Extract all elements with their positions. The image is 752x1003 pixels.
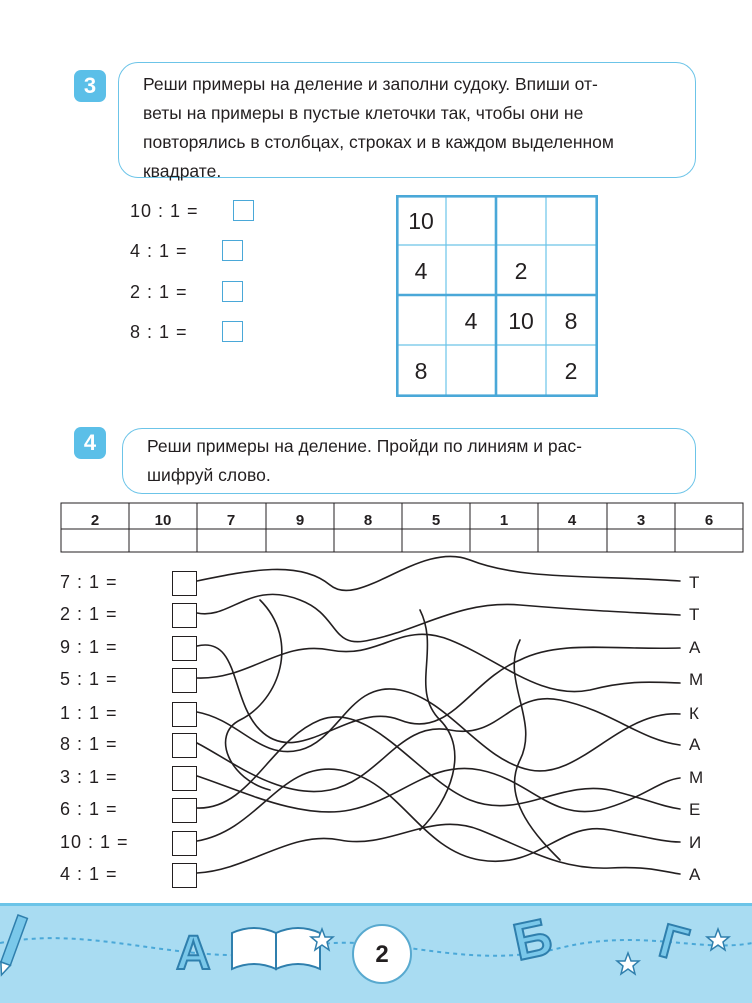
maze-line (197, 594, 680, 641)
task-4-equation: 6 : 1 = (60, 799, 118, 819)
task-3-equation: 2 : 1 = (130, 282, 188, 302)
sudoku-cell-given: 10 (508, 308, 534, 334)
task-4-line: шифруй слово. (147, 465, 271, 485)
task-4-number: 4 (74, 427, 106, 459)
code-number: 4 (567, 512, 577, 529)
task-4-equation: 7 : 1 = (60, 572, 118, 592)
maze-line (197, 824, 680, 874)
maze-line (197, 556, 680, 590)
code-number: 6 (704, 512, 714, 529)
maze-line (197, 689, 680, 771)
task-4-equation: 3 : 1 = (60, 767, 118, 787)
task-4-line: Реши примеры на деление. Пройди по линиям и рас- (147, 436, 582, 456)
task-3-line: квадрате. (143, 161, 222, 181)
maze-letter: А (689, 735, 701, 754)
maze-letter: К (689, 704, 699, 723)
code-number: 2 (90, 512, 100, 529)
task-4-answer-box[interactable] (172, 571, 197, 596)
book-icon (232, 928, 320, 969)
task-3-line: повторялись в столбцах, строках и в каждом выделенном (143, 132, 614, 152)
task-4-equation: 1 : 1 = (60, 703, 118, 723)
code-number: 7 (226, 512, 236, 529)
maze-line (197, 717, 680, 809)
task-3-line: веты на примеры в пустые клеточки так, чтобы они не (143, 103, 584, 123)
maze-letter: Е (689, 800, 701, 819)
maze-letter: А (689, 865, 701, 884)
task-4-equation: 2 : 1 = (60, 604, 118, 624)
task-3-line: Реши примеры на деление и заполни судоку. Впиши от- (143, 74, 598, 94)
maze-letter: А (689, 638, 701, 657)
code-number: 3 (636, 512, 646, 529)
task-3-equation: 4 : 1 = (130, 241, 188, 261)
task-4-equation: 10 : 1 = (60, 832, 129, 852)
star-icon (617, 953, 639, 974)
maze-letter: Т (689, 605, 700, 624)
maze-letter: И (689, 833, 702, 852)
task-3-equation: 8 : 1 = (130, 322, 188, 342)
task-4-answer-box[interactable] (172, 702, 197, 727)
task-4-answer-box[interactable] (172, 831, 197, 856)
task-4-equation: 8 : 1 = (60, 734, 118, 754)
code-number: 10 (154, 512, 172, 529)
footer-letter: Г (653, 914, 694, 973)
sudoku-cell-given: 2 (514, 258, 528, 284)
task-4-answer-box[interactable] (172, 798, 197, 823)
maze-line (197, 699, 680, 792)
maze-letter: Т (689, 573, 700, 592)
task-4-answer-box[interactable] (172, 636, 197, 661)
task-4-answer-box[interactable] (172, 863, 197, 888)
footer-letter: А (176, 927, 211, 980)
pencil-icon (0, 915, 27, 977)
task-4-equation: 9 : 1 = (60, 637, 118, 657)
maze-line (197, 634, 680, 691)
sudoku-cell-given: 2 (564, 358, 578, 384)
star-icon (707, 929, 729, 950)
sudoku-cell-given: 8 (414, 358, 428, 384)
task-4-answer-box[interactable] (172, 603, 197, 628)
task-4-answer-box[interactable] (172, 733, 197, 758)
maze-line (514, 640, 560, 860)
sudoku-cell-given: 8 (564, 308, 578, 334)
code-number: 8 (363, 512, 373, 529)
code-number: 5 (431, 512, 441, 529)
sudoku-cell-given: 4 (414, 258, 428, 284)
task-4-equation: 5 : 1 = (60, 669, 118, 689)
footer-letter: Б (508, 907, 557, 973)
task-4-answer-box[interactable] (172, 766, 197, 791)
task-3-number: 3 (74, 70, 106, 102)
page-number: 2 (352, 924, 412, 984)
maze-letter: М (689, 768, 704, 787)
maze-line (226, 600, 282, 790)
task-4-answer-box[interactable] (172, 668, 197, 693)
task-4-equation: 4 : 1 = (60, 864, 118, 884)
task-3-equation: 10 : 1 = (130, 201, 199, 221)
maze-letter: М (689, 670, 704, 689)
code-number: 9 (295, 512, 305, 529)
sudoku-cell-given: 10 (408, 208, 434, 234)
sudoku-cell-given: 4 (464, 308, 478, 334)
code-number: 1 (499, 512, 509, 529)
